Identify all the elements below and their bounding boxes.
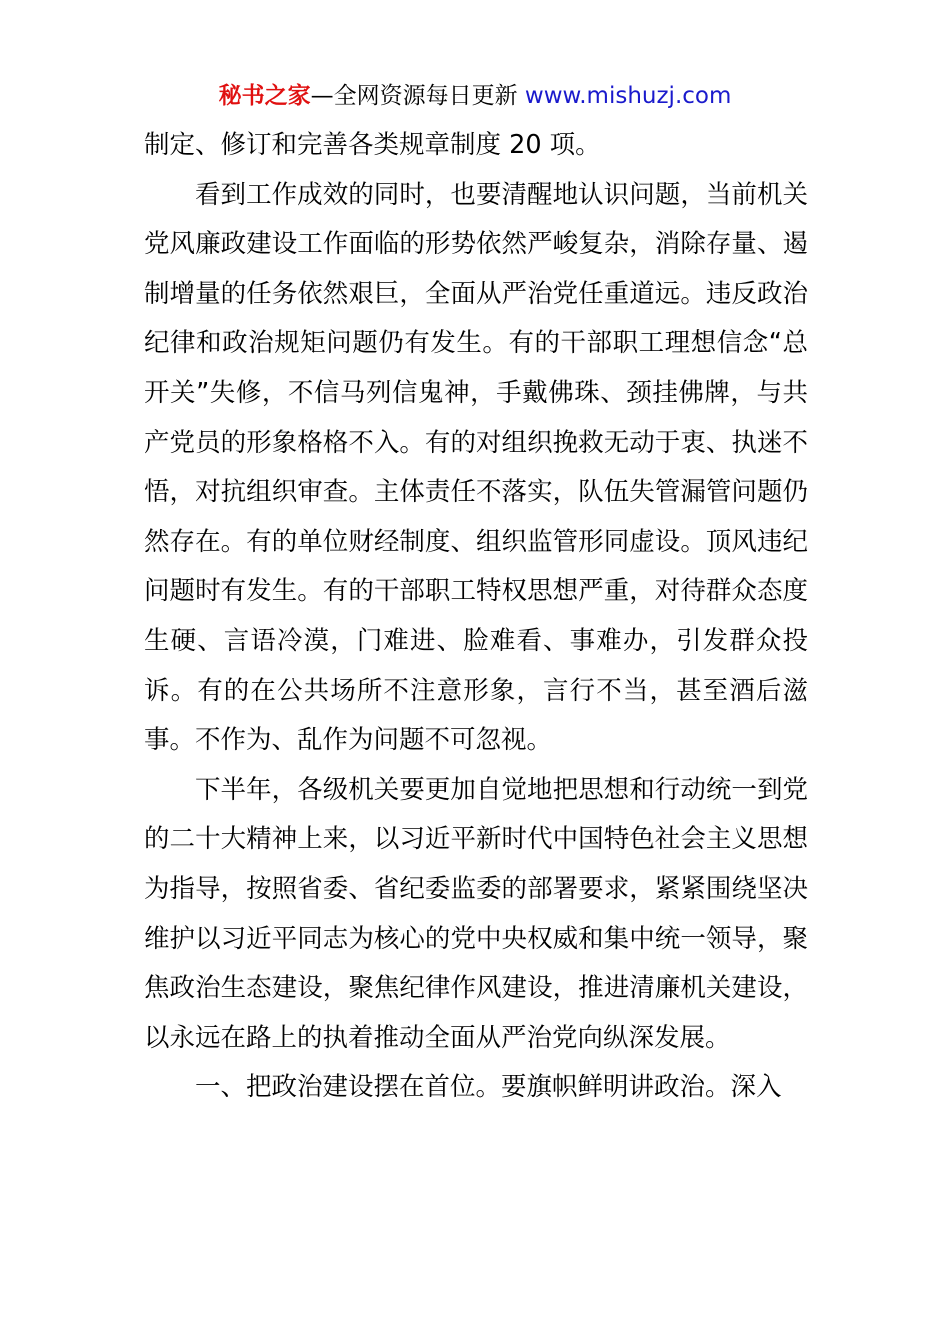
site-header <box>0 80 950 112</box>
paragraph-continuation: 制定、修订和完善各类规章制度 20 项。 <box>144 130 601 160</box>
paragraph-section-one: 一、把政治建设摆在首位。要旗帜鲜明讲政治。深入 <box>195 1072 782 1103</box>
paragraph-second-half-plan: 下半年，各级机关要更加自觉地把思想和行动统一到党的二十大精神上来，以习近平新时代中国特色社会主义思想为指导，按照省委、省纪委监委的部署要求，紧紧围绕坚决维护以习近平同志为核心的党中央权威和集中统一领导，聚焦政治生态建设，聚焦纪律作风建设，推进清廉机关建设，以永远在路上的执着推动全面从严治党向纵深发展。 <box>144 774 808 1053</box>
site-url[interactable]: www.mishuzj.com <box>524 83 732 109</box>
document-body <box>144 121 808 1113</box>
site-brand: 秘书之家 <box>218 83 311 109</box>
site-tagline: —全网资源每日更新 <box>310 83 525 109</box>
paragraph-problems: 看到工作成效的同时，也要清醒地认识问题，当前机关党风廉政建设工作面临的形势依然严峻复杂，消除存量、遏制增量的任务依然艰巨，全面从严治党任重道远。违反政治纪律和政治规矩问题仍有发生。有的干部职工理想信念“总开关”失修，不信马列信鬼神，手戴佛珠、颈挂佛牌，与共产党员的形象格格不入。有的对组织挽救无动于衷、执迷不悟，对抗组织审查。主体责任不落实，队伍失管漏管问题仍然存在。有的单位财经制度、组织监管形同虚设。顶风违纪问题时有发生。有的干部职工特权思想严重，对待群众态度生硬、言语冷漠，门难进、脸难看、事难办，引发群众投诉。有的在公共场所不注意形象，言行不当，甚至酒后滋事。不作为、乱作为问题不可忽视。 <box>144 179 808 756</box>
